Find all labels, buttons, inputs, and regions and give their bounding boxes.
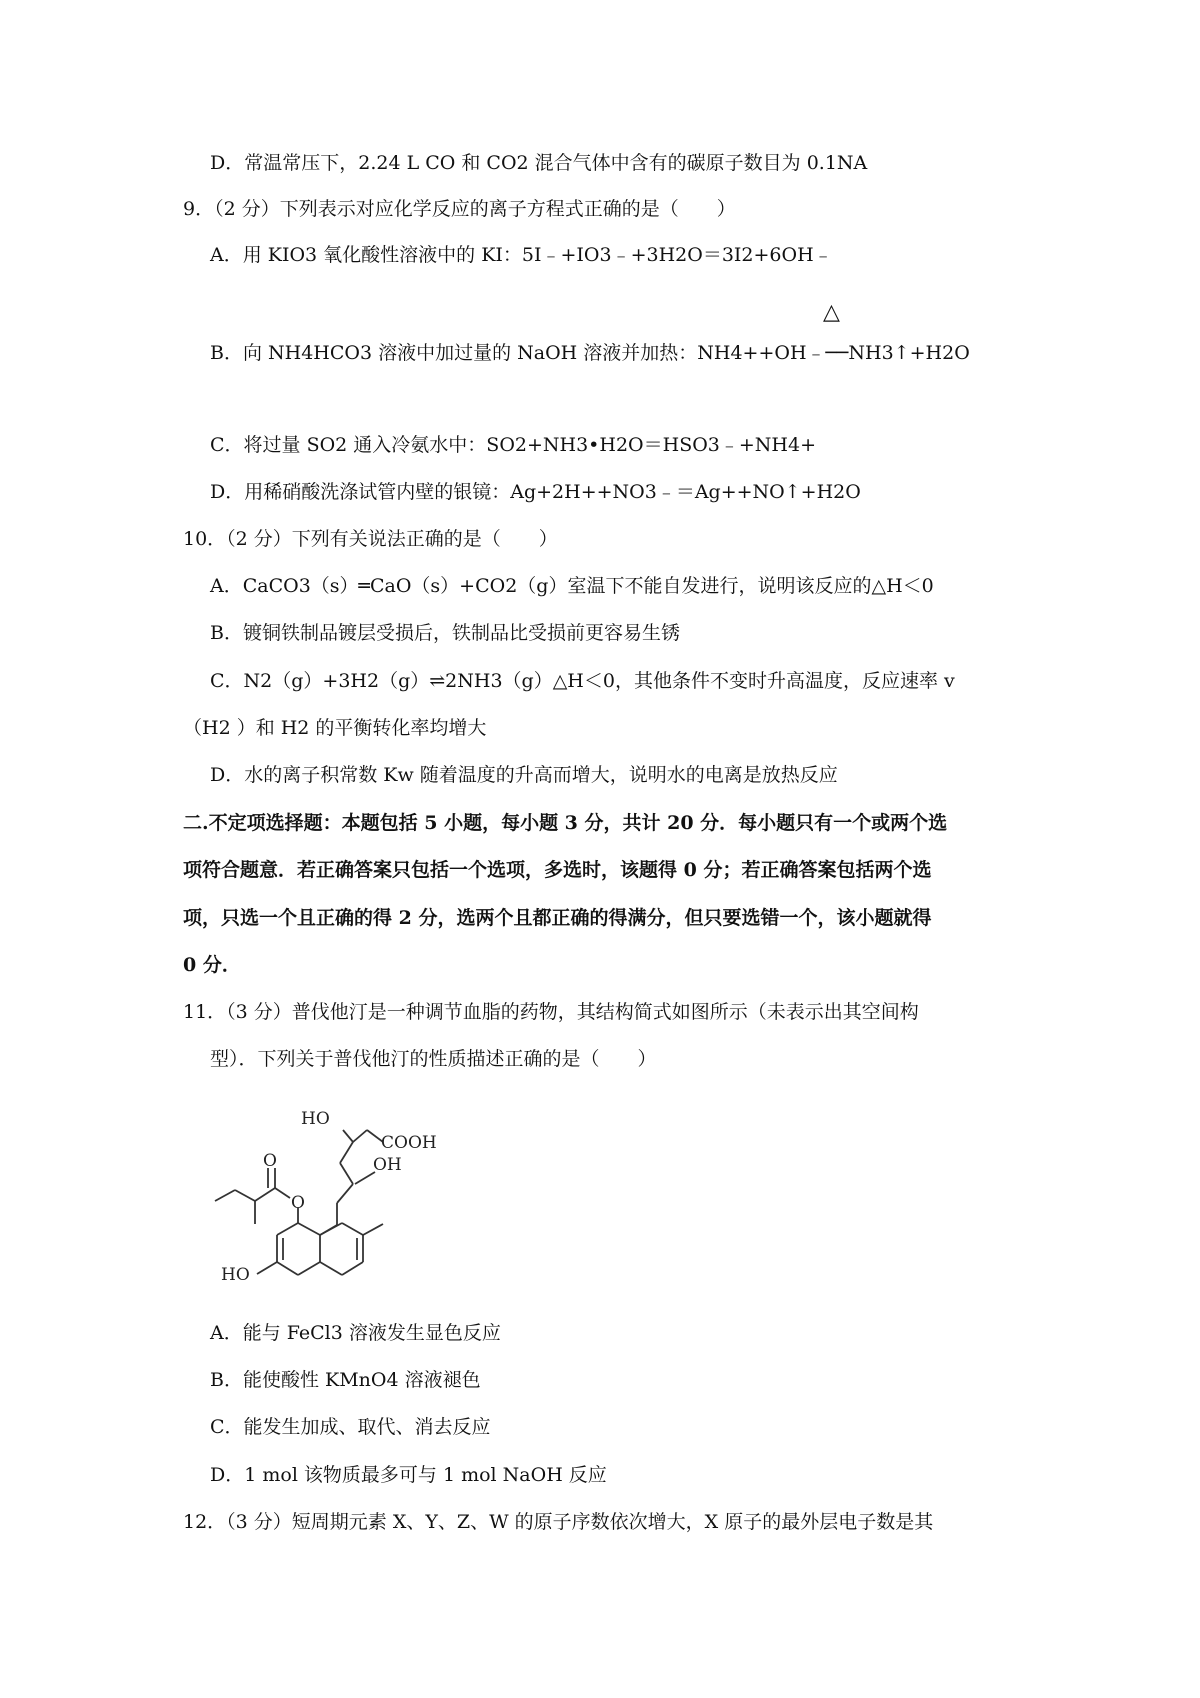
q9b-heat-symbol: △	[823, 300, 840, 325]
label-o-carbonyl: O	[263, 1151, 277, 1171]
q11-option-d: D．1 mol 该物质最多可与 1 mol NaOH 反应	[210, 1464, 607, 1486]
q8-option-d: D．常温常压下，2.24 L CO 和 CO2 混合气体中含有的碳原子数目为 0.1NA	[210, 152, 868, 174]
label-oh: OH	[373, 1155, 402, 1175]
section-2-instructions-line4: 0 分．	[183, 954, 241, 976]
section-2-instructions-line3: 项，只选一个且正确的得 2 分，选两个且都正确的得满分，但只要选错一个，该小题就得	[183, 907, 932, 929]
pravastatin-structure	[205, 1090, 455, 1290]
question-10: 10．（2 分）下列有关说法正确的是（ ）	[183, 528, 558, 550]
q10-option-c-line2: （H2 ）和 H2 的平衡转化率均增大	[183, 717, 487, 739]
question-9: 9．（2 分）下列表示对应化学反应的离子方程式正确的是（ ）	[183, 198, 736, 220]
question-12: 12．（3 分）短周期元素 X、Y、Z、W 的原子序数依次增大，X 原子的最外层电子数是其	[183, 1511, 934, 1533]
label-o-ester: O	[291, 1193, 305, 1213]
q9-option-a: A．用 KIO3 氧化酸性溶液中的 KI：5I﹣+IO3﹣+3H2O＝3I2+6OH﹣	[210, 244, 833, 266]
label-ho-bottom: HO	[221, 1265, 250, 1285]
q11-option-b: B．能使酸性 KMnO4 溶液褪色	[210, 1369, 481, 1391]
question-11-line2: 型）．下列关于普伐他汀的性质描述正确的是（ ）	[210, 1048, 657, 1070]
question-11-line1: 11．（3 分）普伐他汀是一种调节血脂的药物，其结构简式如图所示（未表示出其空间构	[183, 1001, 919, 1023]
q11-option-a: A．能与 FeCl3 溶液发生显色反应	[210, 1322, 501, 1344]
section-2-instructions-line2: 项符合题意．若正确答案只包括一个选项，多选时，该题得 0 分；若正确答案包括两个选	[183, 859, 932, 881]
q10-option-d: D．水的离子积常数 Kw 随着温度的升高而增大，说明水的电离是放热反应	[210, 764, 838, 786]
q9-option-c: C．将过量 SO2 通入冷氨水中：SO2+NH3•H2O＝HSO3﹣+NH4+	[210, 434, 816, 456]
q10-option-a: A．CaCO3（s）═CaO（s）+CO2（g）室温下不能自发进行，说明该反应的△H＜0	[210, 575, 934, 597]
label-cooh: COOH	[381, 1133, 437, 1153]
label-ho-top: HO	[301, 1109, 330, 1129]
q10-option-c-line1: C．N2（g）+3H2（g）⇌2NH3（g）△H＜0，其他条件不变时升高温度，反应速率 v	[210, 670, 955, 692]
section-2-instructions-line1: 二.不定项选择题：本题包括 5 小题，每小题 3 分，共计 20 分．每小题只有一个或两个选	[183, 812, 948, 834]
q11-option-c: C．能发生加成、取代、消去反应	[210, 1416, 491, 1438]
q9-option-d: D．用稀硝酸洗涤试管内壁的银镜：Ag+2H++NO3﹣＝Ag++NO↑+H2O	[210, 481, 861, 503]
q10-option-b: B．镀铜铁制品镀层受损后，铁制品比受损前更容易生锈	[210, 622, 680, 644]
q9-option-b: B．向 NH4HCO3 溶液中加过量的 NaOH 溶液并加热：NH4++OH﹣──NH3↑+H2O	[210, 342, 970, 364]
